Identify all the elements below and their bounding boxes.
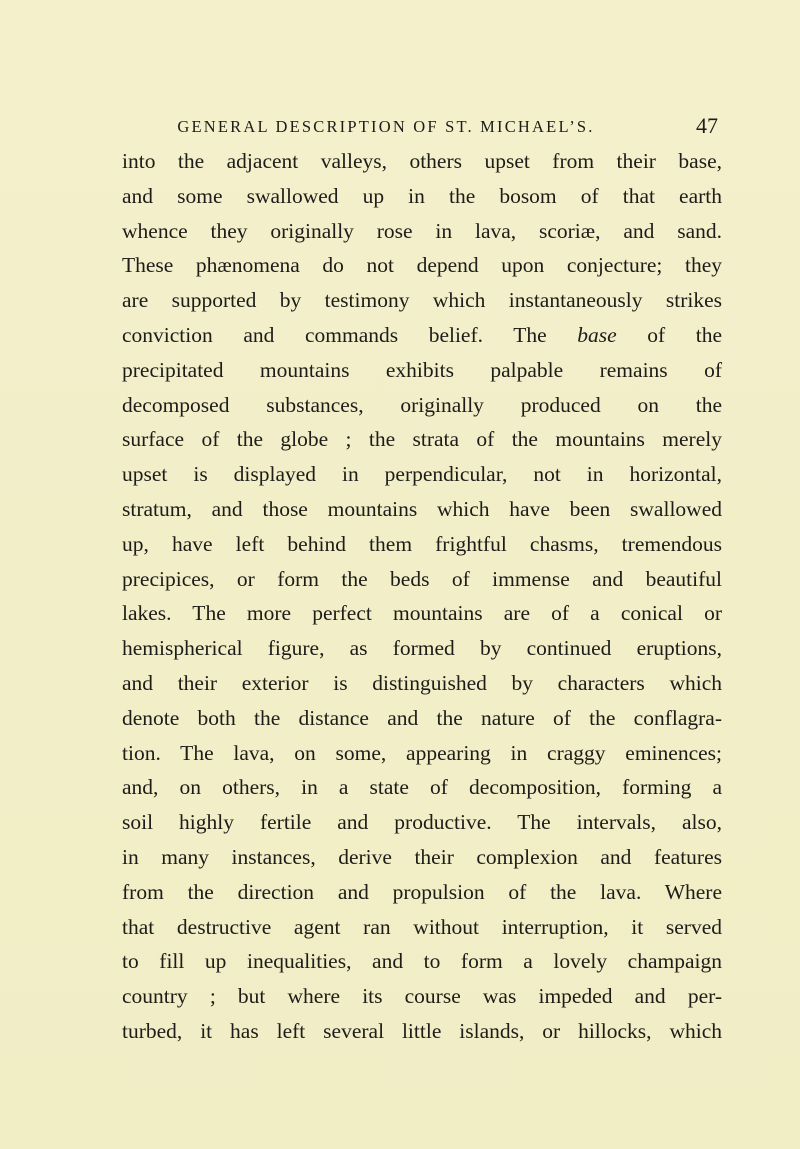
- text-line: upset is displayed in perpendicular, not in horizontal,: [122, 462, 722, 487]
- text-line: surface of the globe ; the strata of the mountains merely: [122, 427, 722, 452]
- text-line: from the direction and propulsion of the lava. Where: [122, 879, 722, 904]
- text-line: and, on others, in a state of decomposition, forming a: [122, 775, 722, 800]
- text-line: up, have left behind them frightful chasms, tremendous: [122, 531, 722, 556]
- text-line: denote both the distance and the nature of the conflagra-: [122, 705, 722, 730]
- text-line: lakes. The more perfect mountains are of a conical or: [122, 601, 722, 626]
- text-line: precipices, or form the beds of immense and beautiful: [122, 566, 722, 591]
- text-line: precipitated mountains exhibits palpable remains of: [122, 357, 722, 382]
- text-line: and some swallowed up in the bosom of that earth: [122, 183, 722, 208]
- text-line: turbed, it has left several little islands, or hillocks, which: [122, 1018, 722, 1043]
- text-line: tion. The lava, on some, appearing in craggy eminences;: [122, 740, 722, 765]
- text-line: stratum, and those mountains which have been swallowed: [122, 496, 722, 521]
- text-line: into the adjacent valleys, others upset from their base,: [122, 149, 722, 173]
- text-line: to fill up inequalities, and to form a lovely champaign: [122, 949, 722, 974]
- text-line-with-italic: [122, 318, 722, 353]
- text-line: decomposed substances, originally produced on the: [122, 392, 722, 417]
- page-number: 47: [696, 113, 718, 138]
- spacer: [483, 323, 513, 347]
- text-line-part: The: [513, 322, 547, 347]
- text-line: hemispherical figure, as formed by continued eruptions,: [122, 636, 722, 661]
- text-line: soil highly fertile and productive. The intervals, also,: [122, 810, 722, 835]
- running-title: GENERAL DESCRIPTION OF ST. MICHAEL’S.: [177, 117, 595, 136]
- body-text: [122, 144, 722, 1049]
- text-line-part: conviction and commands belief.: [122, 322, 484, 347]
- text-line: country ; but where its course was impeded and per-: [122, 984, 722, 1009]
- text-line: that destructive agent ran without interruption, it served: [122, 914, 722, 939]
- text-line: These phænomena do not depend upon conjecture; they: [122, 253, 722, 278]
- italic-word: base: [577, 322, 617, 347]
- text-line: are supported by testimony which instantaneously strikes: [122, 288, 722, 313]
- text-line: in many instances, derive their complexion and features: [122, 844, 722, 869]
- spacer: [617, 323, 648, 347]
- text-line: whence they originally rose in lava, scoriæ, and sand.: [122, 218, 722, 243]
- spacer: [547, 323, 578, 347]
- text-line-part: of the: [647, 322, 723, 347]
- running-head: [120, 111, 718, 141]
- text-line: and their exterior is distinguished by characters which: [122, 670, 722, 695]
